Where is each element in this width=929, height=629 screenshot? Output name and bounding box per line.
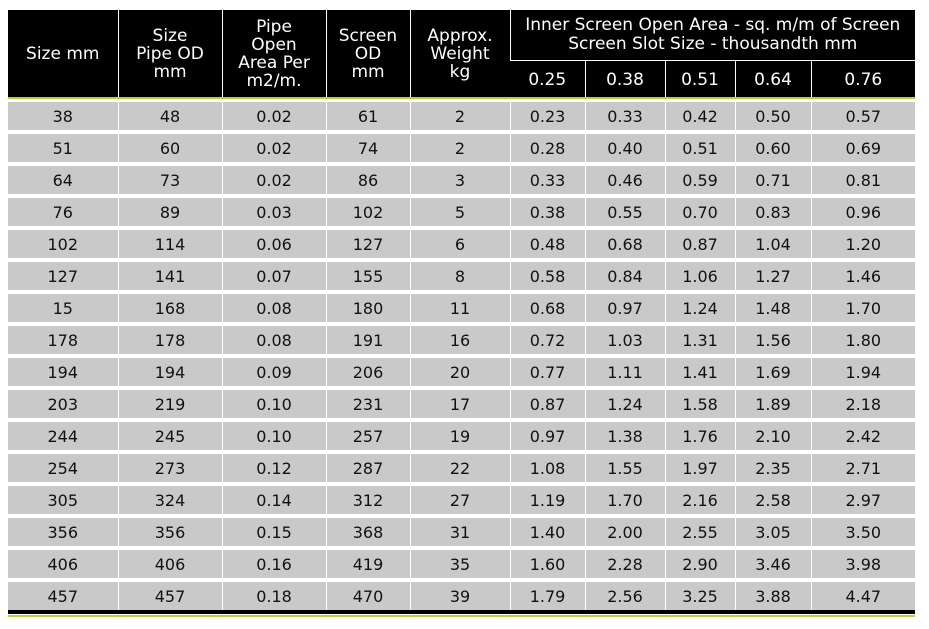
table-cell: 0.68 <box>585 228 665 260</box>
table-cell: 1.55 <box>585 452 665 484</box>
table-cell: 0.23 <box>510 100 585 132</box>
table-cell: 20 <box>410 356 510 388</box>
table-cell: 305 <box>8 484 118 516</box>
header-screen-od-line: Screen <box>338 26 398 46</box>
table-cell: 102 <box>8 228 118 260</box>
table-cell: 1.24 <box>585 388 665 420</box>
table-cell: 206 <box>326 356 410 388</box>
screen-specification-table <box>8 10 915 614</box>
table-cell: 0.03 <box>222 196 326 228</box>
header-size-pipe-od <box>118 10 222 100</box>
table-cell: 1.19 <box>510 484 585 516</box>
table-cell: 0.10 <box>222 388 326 420</box>
table-cell: 64 <box>8 164 118 196</box>
header-pipe-open-area-line: Pipe <box>256 17 292 37</box>
header-size-pipe-od-line: Size <box>152 26 188 46</box>
table-cell: 2 <box>410 100 510 132</box>
table-cell: 1.70 <box>585 484 665 516</box>
accent-line <box>8 615 915 617</box>
header-pipe-open-area-line: Area Per <box>238 53 310 73</box>
table-row <box>8 324 915 356</box>
table-cell: 0.87 <box>510 388 585 420</box>
header-approx-weight-line: Weight <box>430 44 490 64</box>
table-cell: 114 <box>118 228 222 260</box>
table-body <box>8 100 915 612</box>
header-inner-screen-open-area <box>510 10 915 61</box>
header-pipe-open-area-line: m2/m. <box>246 71 302 91</box>
table-cell: 16 <box>410 324 510 356</box>
table-cell: 194 <box>118 356 222 388</box>
table-cell: 1.76 <box>665 420 735 452</box>
table-row <box>8 132 915 164</box>
table-cell: 1.38 <box>585 420 665 452</box>
table-cell: 1.97 <box>665 452 735 484</box>
table-row <box>8 548 915 580</box>
table-cell: 0.12 <box>222 452 326 484</box>
table-row <box>8 292 915 324</box>
table-cell: 0.08 <box>222 324 326 356</box>
table-cell: 1.69 <box>735 356 811 388</box>
table-cell: 1.08 <box>510 452 585 484</box>
table-cell: 141 <box>118 260 222 292</box>
table-cell: 356 <box>118 516 222 548</box>
table-cell: 5 <box>410 196 510 228</box>
table-row <box>8 420 915 452</box>
table-cell: 2.18 <box>811 388 915 420</box>
table-cell: 406 <box>8 548 118 580</box>
table-cell: 2.42 <box>811 420 915 452</box>
header-approx-weight-line: kg <box>449 62 471 82</box>
table-cell: 3.50 <box>811 516 915 548</box>
table-cell: 3.25 <box>665 580 735 612</box>
table-cell: 1.89 <box>735 388 811 420</box>
table-cell: 203 <box>8 388 118 420</box>
table-cell: 457 <box>8 580 118 612</box>
table-cell: 76 <box>8 196 118 228</box>
table-cell: 0.48 <box>510 228 585 260</box>
table-cell: 0.07 <box>222 260 326 292</box>
table-row <box>8 516 915 548</box>
table-cell: 356 <box>8 516 118 548</box>
header-size-pipe-od-line: Pipe OD <box>136 44 204 64</box>
table-cell: 1.94 <box>811 356 915 388</box>
table-cell: 2.71 <box>811 452 915 484</box>
table-cell: 6 <box>410 228 510 260</box>
table-cell: 254 <box>8 452 118 484</box>
table-cell: 0.46 <box>585 164 665 196</box>
table-cell: 2.00 <box>585 516 665 548</box>
table-cell: 0.40 <box>585 132 665 164</box>
table-cell: 74 <box>326 132 410 164</box>
table-cell: 0.06 <box>222 228 326 260</box>
header-screen-od-line: OD <box>354 44 382 64</box>
table-cell: 0.70 <box>665 196 735 228</box>
table-cell: 0.14 <box>222 484 326 516</box>
header-slot-size: 0.38 <box>585 61 665 101</box>
header-screen-od-line: mm <box>351 62 385 82</box>
header-slot-size: 0.25 <box>510 61 585 101</box>
table-cell: 1.27 <box>735 260 811 292</box>
table-cell: 0.02 <box>222 164 326 196</box>
table-row <box>8 228 915 260</box>
table-cell: 1.56 <box>735 324 811 356</box>
table-cell: 0.83 <box>735 196 811 228</box>
table-cell: 324 <box>118 484 222 516</box>
table-cell: 19 <box>410 420 510 452</box>
table-cell: 0.69 <box>811 132 915 164</box>
table-cell: 0.08 <box>222 292 326 324</box>
header-pipe-open-area <box>222 10 326 100</box>
table-cell: 0.81 <box>811 164 915 196</box>
table-cell: 11 <box>410 292 510 324</box>
header-group-line-2: Screen Slot Size - thousandth mm <box>568 34 858 54</box>
table-cell: 1.41 <box>665 356 735 388</box>
table-cell: 0.02 <box>222 132 326 164</box>
table-header <box>8 10 915 100</box>
table-cell: 0.38 <box>510 196 585 228</box>
table-cell: 60 <box>118 132 222 164</box>
table-cell: 1.60 <box>510 548 585 580</box>
table-cell: 73 <box>118 164 222 196</box>
table-cell: 0.16 <box>222 548 326 580</box>
table-cell: 0.51 <box>665 132 735 164</box>
table-cell: 1.70 <box>811 292 915 324</box>
table-cell: 0.60 <box>735 132 811 164</box>
header-group-line-1: Inner Screen Open Area - sq. m/m of Screen <box>525 15 901 35</box>
table-cell: 244 <box>8 420 118 452</box>
table-cell: 0.55 <box>585 196 665 228</box>
table-cell: 31 <box>410 516 510 548</box>
table-cell: 86 <box>326 164 410 196</box>
accent-line <box>8 97 915 99</box>
table-cell: 17 <box>410 388 510 420</box>
table-cell: 155 <box>326 260 410 292</box>
table-cell: 0.57 <box>811 100 915 132</box>
table-cell: 15 <box>8 292 118 324</box>
table-cell: 0.72 <box>510 324 585 356</box>
table-cell: 419 <box>326 548 410 580</box>
table-cell: 1.58 <box>665 388 735 420</box>
table-cell: 1.48 <box>735 292 811 324</box>
table-cell: 38 <box>8 100 118 132</box>
table-cell: 0.97 <box>510 420 585 452</box>
header-size-pipe-od-line: mm <box>153 62 187 82</box>
table-cell: 0.50 <box>735 100 811 132</box>
table-cell: 1.31 <box>665 324 735 356</box>
table-cell: 61 <box>326 100 410 132</box>
table-row <box>8 260 915 292</box>
table-cell: 27 <box>410 484 510 516</box>
table-cell: 0.71 <box>735 164 811 196</box>
table-cell: 257 <box>326 420 410 452</box>
table-cell: 2.35 <box>735 452 811 484</box>
table-cell: 1.40 <box>510 516 585 548</box>
table-cell: 1.79 <box>510 580 585 612</box>
table-cell: 89 <box>118 196 222 228</box>
table-cell: 287 <box>326 452 410 484</box>
table-cell: 0.15 <box>222 516 326 548</box>
table-cell: 0.02 <box>222 100 326 132</box>
table-row <box>8 484 915 516</box>
specification-table-wrapper <box>8 10 915 614</box>
table-cell: 102 <box>326 196 410 228</box>
table-cell: 0.33 <box>585 100 665 132</box>
table-row <box>8 452 915 484</box>
table-cell: 273 <box>118 452 222 484</box>
table-cell: 178 <box>8 324 118 356</box>
table-cell: 35 <box>410 548 510 580</box>
table-cell: 2 <box>410 132 510 164</box>
table-cell: 0.87 <box>665 228 735 260</box>
table-cell: 3 <box>410 164 510 196</box>
table-row <box>8 164 915 196</box>
header-slot-size: 0.64 <box>735 61 811 101</box>
table-cell: 0.09 <box>222 356 326 388</box>
table-cell: 0.96 <box>811 196 915 228</box>
table-cell: 191 <box>326 324 410 356</box>
header-approx-weight <box>410 10 510 100</box>
table-cell: 2.28 <box>585 548 665 580</box>
table-cell: 3.05 <box>735 516 811 548</box>
table-cell: 0.58 <box>510 260 585 292</box>
header-size-mm: Size mm <box>8 10 118 100</box>
header-screen-od <box>326 10 410 100</box>
table-cell: 406 <box>118 548 222 580</box>
table-cell: 0.18 <box>222 580 326 612</box>
table-cell: 1.46 <box>811 260 915 292</box>
table-cell: 178 <box>118 324 222 356</box>
table-cell: 127 <box>8 260 118 292</box>
table-row <box>8 388 915 420</box>
table-cell: 0.84 <box>585 260 665 292</box>
table-cell: 0.33 <box>510 164 585 196</box>
table-cell: 22 <box>410 452 510 484</box>
table-cell: 0.42 <box>665 100 735 132</box>
table-cell: 0.10 <box>222 420 326 452</box>
table-cell: 51 <box>8 132 118 164</box>
table-cell: 1.20 <box>811 228 915 260</box>
table-cell: 3.98 <box>811 548 915 580</box>
table-row <box>8 100 915 132</box>
table-cell: 457 <box>118 580 222 612</box>
table-cell: 368 <box>326 516 410 548</box>
table-cell: 0.59 <box>665 164 735 196</box>
table-cell: 219 <box>118 388 222 420</box>
table-cell: 3.46 <box>735 548 811 580</box>
table-cell: 2.56 <box>585 580 665 612</box>
table-cell: 470 <box>326 580 410 612</box>
table-cell: 168 <box>118 292 222 324</box>
table-cell: 1.24 <box>665 292 735 324</box>
table-cell: 1.80 <box>811 324 915 356</box>
table-cell: 2.97 <box>811 484 915 516</box>
table-cell: 0.68 <box>510 292 585 324</box>
table-cell: 1.04 <box>735 228 811 260</box>
table-cell: 0.28 <box>510 132 585 164</box>
table-cell: 0.77 <box>510 356 585 388</box>
table-cell: 127 <box>326 228 410 260</box>
table-cell: 0.97 <box>585 292 665 324</box>
table-cell: 2.10 <box>735 420 811 452</box>
table-row <box>8 356 915 388</box>
table-cell: 312 <box>326 484 410 516</box>
table-cell: 48 <box>118 100 222 132</box>
table-cell: 245 <box>118 420 222 452</box>
table-row <box>8 196 915 228</box>
table-cell: 4.47 <box>811 580 915 612</box>
table-cell: 1.11 <box>585 356 665 388</box>
header-approx-weight-line: Approx. <box>427 26 493 46</box>
table-row <box>8 580 915 612</box>
table-cell: 231 <box>326 388 410 420</box>
table-cell: 1.03 <box>585 324 665 356</box>
table-cell: 180 <box>326 292 410 324</box>
header-slot-size: 0.76 <box>811 61 915 101</box>
header-slot-size: 0.51 <box>665 61 735 101</box>
table-cell: 1.06 <box>665 260 735 292</box>
table-cell: 2.16 <box>665 484 735 516</box>
table-cell: 39 <box>410 580 510 612</box>
table-cell: 2.58 <box>735 484 811 516</box>
header-pipe-open-area-line: Open <box>251 35 297 55</box>
table-cell: 194 <box>8 356 118 388</box>
table-cell: 8 <box>410 260 510 292</box>
table-cell: 2.55 <box>665 516 735 548</box>
table-cell: 2.90 <box>665 548 735 580</box>
table-cell: 3.88 <box>735 580 811 612</box>
